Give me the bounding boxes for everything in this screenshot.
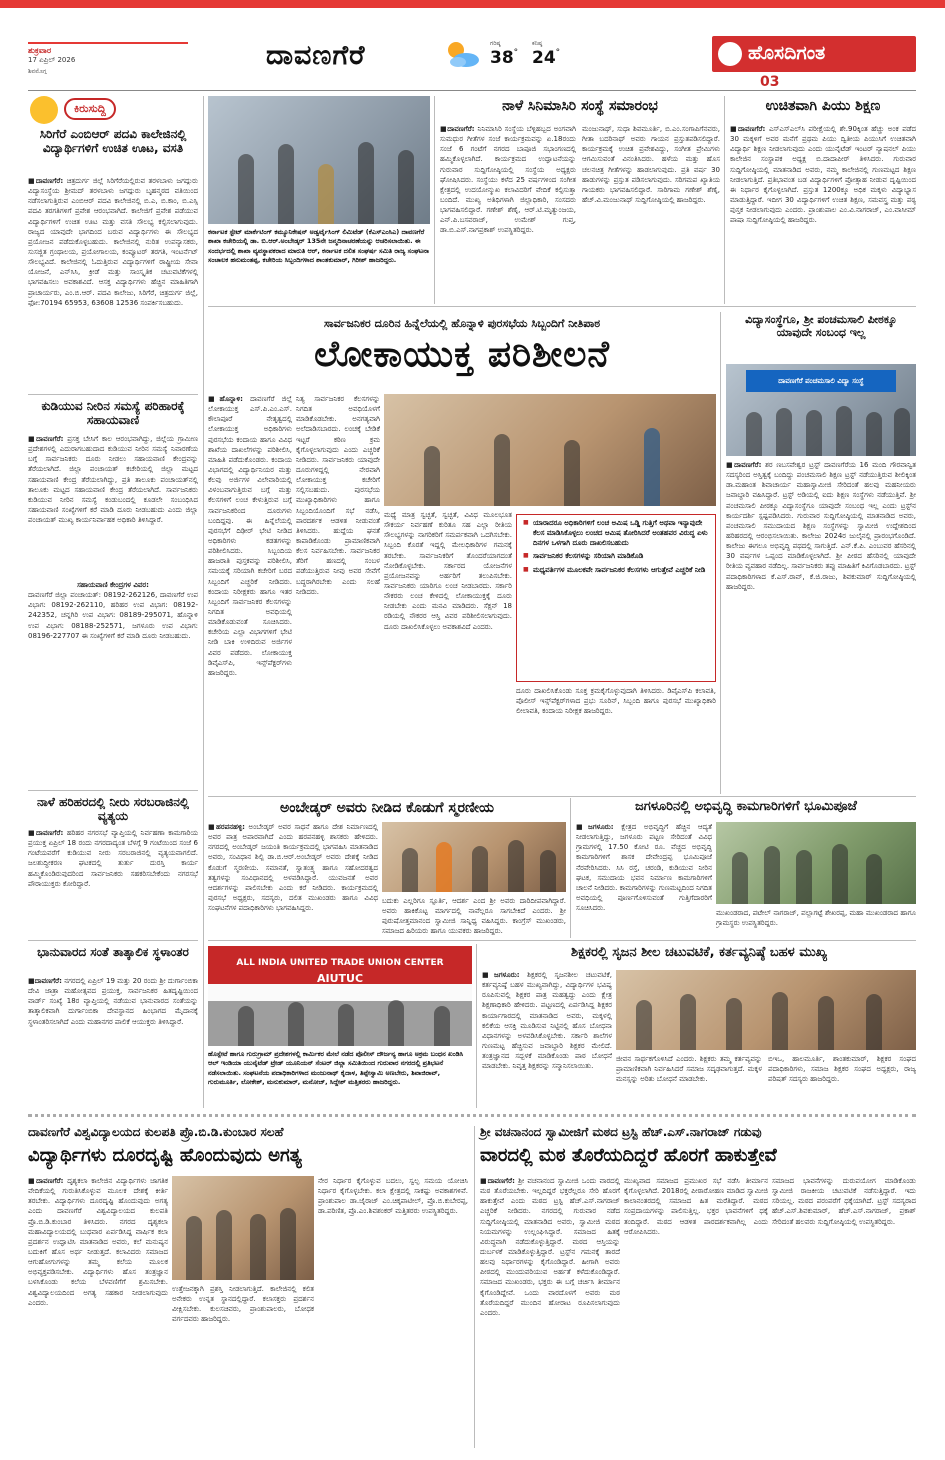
brand-name: ಹೊಸದಿಗಂತ: [748, 42, 826, 64]
pu-story-title: ಉಚಿತವಾಗಿ ಪಿಯು ಶಿಕ್ಷಣ: [765, 98, 881, 114]
divider: [208, 306, 916, 307]
story3-text: ಹರಿಹರ ನಗರಸಭೆ ವ್ಯಾಪ್ತಿಯಲ್ಲಿ ನಿರ್ವಹಣಾ ಕಾಮಗಾರಿಯ ಪ್ರಯುಕ್ತ ಏಪ್ರಿಲ್ 18 ರಂದು ನಗರದಾದ್ಯಂತ ಬೆಳಗ್ಗೆ 9 ಗಂಟೆಯಿಂದ ಸಂಜೆ 6 ಗಂಟೆಯವರೆಗೆ ಕುಡಿಯುವ ನೀರು ಸರಬರಾಜಿನಲ್ಲಿ ವ್ಯತ್ಯಯವಾಗಲಿದೆ. ಜಲಶುದ್ಧೀಕರಣ ಘಟಕದಲ್ಲಿ ತುರ್ತು ದುರಸ್ತಿ ಕಾರ್ಯ ಹಮ್ಮಿಕೊಂಡಿರುವುದರಿಂದ ಸಾರ್ವಜನಿಕರು ಸಹಕರಿಸಬೇಕೆಂದು ನಗರಸಭೆ ಪೌರಾಯುಕ್ತರು ಕೋರಿದ್ದಾರೆ.: [28, 829, 198, 888]
lead-text3: ಮಧ್ಯೆ ಮಾತ್ರ ಸ್ವಚ್ಛತೆ, ಸ್ವಚ್ಛತೆ, ವಿವಿಧ ಮೂಲಭೂತ ಸೌಕರ್ಯ ನಿರ್ವಹಣೆ ಕುರಿತೂ ಸಹ ಎಲ್ಲಾ ರೀತಿಯ ಸೌಲಭ್ಯಗಳನ್ನು ನಾಗರಿಕರಿಗೆ ಸಮರ್ಪಕವಾಗಿ ಒದಗಿಸಬೇಕು. ಸಿಬ್ಬಂದಿ ಕೊರತೆ ಇದ್ದಲ್ಲಿ ಮೇಲಧಿಕಾರಿಗಳ ಗಮನಕ್ಕೆ ತರಬೇಕು. ಸಾರ್ವಜನಿಕರಿಗೆ ತೊಂದರೆಯಾಗದಂತೆ ನೋಡಿಕೊಳ್ಳಬೇಕು. ಸರ್ಕಾರದ ಯೋಜನೆಗಳ ಪ್ರಯೋಜನವನ್ನು ಅರ್ಹರಿಗೆ ತಲುಪಿಸಬೇಕು. ಸಾರ್ವಜನಿಕರು ಯಾರಿಗೂ ಲಂಚ ನೀಡಬಾರದು. ಸರ್ಕಾರಿ ನೌಕರರು ಲಂಚ ಕೇಳಿದಲ್ಲಿ ಲೋಕಾಯುಕ್ತಕ್ಕೆ ದೂರು ನೀಡಬೇಕು ಎಂದು ಮನವಿ ಮಾಡಿದರು. ಸೆಕ್ಷನ್ 18 ರಡಿಯಲ್ಲಿ ನೌಕರರ ಆಸ್ತಿ ವಿವರ ಪರಿಶೀಲಿಸಲಾಗುವುದು. ದೂರು ದಾಖಲಿಸಿಕೊಳ್ಳಲು ಅವಕಾಶವಿದೆ ಎಂದರು.: [384, 511, 512, 631]
divider: [208, 940, 916, 941]
jagalur-body-2: [716, 908, 916, 936]
ambedkar-body-col2: [382, 896, 566, 936]
lead-body-col1: [208, 394, 292, 794]
column-rule: [434, 96, 435, 304]
aiutuc-short: AIUTUC: [316, 972, 364, 985]
swamiji-body-col2: [624, 1176, 768, 1448]
lead-body-col3: [384, 510, 512, 794]
ambedkar-jayanti-photo: [208, 96, 430, 224]
degree-mark: °: [555, 48, 561, 58]
univ-text3: ನೇರ ನಿರ್ಧಾರ ಕೈಗೊಳ್ಳುವ ಬದಲು, ಸ್ವಲ್ಪ ಸಮಯ ಯೋಚಿಸಿ ನಿರ್ಧಾರ ಕೈಗೊಳ್ಳಬೇಕು. ಕಲಾ ಕ್ಷೇತ್ರದಲ್ಲಿ ಸಾಕಷ್ಟು ಅವಕಾಶಗಳಿವೆ. ಪ್ರಾಂಶುಪಾಲ ಡಾ.ಜೈರಾಜ್ ಎಂ.ಚಿಕ್ಕಪಾಟೀಲ್, ಪ್ರೊ.ಬಿ.ಕುಬೇರಪ್ಪ, ಡಾ.ಪರಿಣಿತ, ಪ್ರೊ.ಎಂ.ಶಿವಶಂಕರ್ ಮತ್ತಿತರರು ಉಪಸ್ಥಿತರಿದ್ದರು.: [318, 1177, 468, 1216]
hand-icon: [30, 96, 58, 124]
highlight-item: ■ ಯಾರಾದರೂ ಅಧಿಕಾರಿಗಳಿಗೆ ಲಂಚ ಅಮಿಷ ಒಡ್ಡಿ ಗುತ್ತಿಗೆ ಅಥವಾ ಇನ್ಯಾವುದೇ ಕೆಲಸ ಮಾಡಿಸಿಕೊಳ್ಳಲು ಲಂಚದ ಆಮಿಷ ತೋರಿಸಿದರೆ ಅಂತಹವರ ವಿರುದ್ಧ ಏಳು ದಿನಗಳ ಒಳಗಾಗಿ ದೂರು ದಾಖಲಿಸಬಹುದು: [523, 519, 709, 548]
lead-body-col2: [296, 394, 380, 794]
aiutuc-caption: ಹೊಸ್ಪೇಟೆ ಹಾಗೂ ಗುರುಗ್ರಾಮ್ ಪ್ರದೇಶಗಳಲ್ಲಿ ಕಾರ್ಮಿಕರ ಮೇಲೆ ನಡೆದ ಪೊಲೀಸ್ ದೌರ್ಜನ್ಯ ಹಾಗೂ ಅಕ್ರಮ ಬಂಧನ ಖಂಡಿಸಿ ಆಲ್ ಇಂಡಿಯಾ ಯುನೈಟೆಡ್ ಟ್ರೇಡ್ ಯೂನಿಯನ್ ಸೆಂಟರ್ ಜಿಲ್ಲಾ ಸಮಿತಿಯಿಂದ ಗುರುವಾರ ನಗರದಲ್ಲಿ ಪ್ರತಿಭಟನೆ ನಡೆಸಲಾಯಿತು. ಸಂಘಟನೆಯ ಪದಾಧಿಕಾರಿಗಳಾದ ಮಂಜುನಾಥ್ ಕೈದಾಳ, ತಿಪ್ಪೇಸ್ವಾಮಿ ಅಣಬೇರು, ಶಿವಾಜಿರಾವ್, ಗುರುಮೂರ್ತಿ, ಲೋಕೇಶ್, ಮನುಕುಮಾರ್, ಮನೋಜ್, ಸಿದ್ದೇಶ್ ಮತ್ತಿತರರು ಹಾಜರಿದ್ದರು.: [208, 1050, 464, 1087]
min-temp: 24: [532, 48, 556, 68]
univ-text2: ಉತ್ತೇಜನಕ್ಕಾಗಿ ಪ್ರಶಸ್ತಿ ನೀಡಲಾಗುತ್ತಿದೆ. ಕಾಲೇಜಿನಲ್ಲಿ ಕಲಿತ ಅನೇಕರು ಉನ್ನತ ಸ್ಥಾನದಲ್ಲಿದ್ದಾರೆ. ಕಲಾಸಕ್ತರು ಪ್ರದರ್ಶನ ವೀಕ್ಷಿಸಬೇಕು. ಕುಲಸಚಿವರು, ಪ್ರಾಂಶುಪಾಲರು, ಬೋಧಕ ವರ್ಗದವರು ಹಾಜರಿದ್ದರು.: [172, 1285, 314, 1324]
lead-text2: ನಿತ್ಯ ಸಾರ್ವಜನಿಕರ ಕೆಲಸಗಳನ್ನು ನಿಗದಿತ ಅವಧಿಯೊಳಗೆ ಮಾಡಿಕೊಡಬೇಕು. ಅನಗತ್ಯವಾಗಿ ಅಲೆದಾಡಿಸಬಾರದು. ಲಂಚಕ್ಕೆ ಬೇಡಿಕೆ ಇಟ್ಟರೆ ಕಠಿಣ ಕ್ರಮ ಕೈಗೊಳ್ಳಲಾಗುವುದು ಎಂದು ಎಚ್ಚರಿಕೆ ನೀಡಿದರು. ಸಾರ್ವಜನಿಕರು ಯಾವುದೇ ದೂರುಗಳಿದ್ದಲ್ಲಿ ನೇರವಾಗಿ ಲೋಕಾಯುಕ್ತ ಕಚೇರಿಗೆ ಸಲ್ಲಿಸಬಹುದು. ಪುರಸಭೆಯ ಮುಖ್ಯಾಧಿಕಾರಿಗಳು ಹಾಗೂ ಸಿಬ್ಬಂದಿಯೊಂದಿಗೆ ಸಭೆ ನಡೆಸಿ, ಪಾರದರ್ಶಕ ಆಡಳಿತ ನೀಡುವಂತೆ ತಿಳಿಸಿದರು. ಹುದ್ದೆಯ ಘನತೆ ಕಾಪಾಡಿಕೊಂಡು ಪ್ರಾಮಾಣಿಕವಾಗಿ ಕೆಲಸ ನಿರ್ವಹಿಸಬೇಕು. ಸಾರ್ವಜನಿಕರ ತೆರಿಗೆ ಹಣದಲ್ಲಿ ಸಂಬಳ ಪಡೆಯುತ್ತಿರುವ ನೀವು ಅವರ ಸೇವೆಗೆ ಬದ್ಧರಾಗಿರಬೇಕು ಎಂದು ಸಲಹೆ ನೀಡಿದರು.: [296, 395, 380, 596]
cinema-text1: ನಿನಿಮಾಸಿರಿ ಸಂಸ್ಥೆಯ ಬೆಳ್ಳಿಹಬ್ಬದ ಅಂಗವಾಗಿ ಸುಮಧುರ ಗೀತೆಗಳ ಸಂಜೆ ಕಾರ್ಯಕ್ರಮವನ್ನು ಏ.18ರಂದು ಸಂಜೆ 6 ಗಂಟೆಗೆ ನಗರದ ಬಾಪೂಜಿ ಸಭಾಂಗಣದಲ್ಲಿ ಹಮ್ಮಿಕೊಳ್ಳಲಾಗಿದೆ. ಕಾರ್ಯಕ್ರಮದ ಉದ್ಘಾಟನೆಯನ್ನು ಗುರುವಾರ ಸುದ್ದಿಗೋಷ್ಠಿಯಲ್ಲಿ ಸಂಸ್ಥೆಯ ಅಧ್ಯಕ್ಷರು ಘೋಷಿಸಿದರು. ಸಂಸ್ಥೆಯು ಕಳೆದ 25 ವರ್ಷಗಳಿಂದ ಸಂಗೀತ ಕ್ಷೇತ್ರದಲ್ಲಿ ಉದಯೋನ್ಮುಖ ಕಲಾವಿದರಿಗೆ ವೇದಿಕೆ ಕಲ್ಪಿಸುತ್ತಾ ಬಂದಿದೆ. ಮುಖ್ಯ ಅತಿಥಿಗಳಾಗಿ ಜಿಲ್ಲಾಧಿಕಾರಿ, ಸಂಸದರು ಭಾಗವಹಿಸಲಿದ್ದಾರೆ. ಗಣೇಶ್ ಶೆಣೈ, ಆರ್.ಟಿ.ಮೃತ್ಯುಂಜಯ, ಎನ್.ಪಿ.ಬಸವರಾಜ್, ಉಮೇಶ್ ಗುಪ್ತ, ಡಾ.ಬಿ.ಎಸ್.ನಾಗಪ್ರಕಾಶ್ ಉಪಸ್ಥಿತರಿದ್ದರು.: [440, 125, 576, 235]
divider: [208, 796, 916, 797]
univ-body-col3: [318, 1176, 468, 1448]
highlight-item: ■ ಸಾರ್ವಜನಿಕರ ಕೆಲಸಗಳನ್ನು ಸರಿಯಾಗಿ ಮಾಡಿಕೊಡಿ: [523, 552, 709, 562]
degree-mark: °: [513, 48, 519, 58]
column-rule: [720, 312, 721, 794]
helpline-block: [28, 580, 198, 786]
swamiji-title: ವಾರದಲ್ಲಿ ಮಠ ತೊರೆಯದಿದ್ದರೆ ಹೊರಗೆ ಹಾಕುತ್ತೇವೆ: [480, 1145, 777, 1166]
lead-highlights: [516, 514, 716, 682]
min-temp-label: ಕನಿಷ್ಠ: [532, 40, 543, 47]
univ-text: ದೃಶ್ಯಕಲಾ ಕಾಲೇಜಿನ ವಿದ್ಯಾರ್ಥಿಗಳು ಜಾಗತಿಕ ವೇದಿಕೆಯಲ್ಲಿ ಗುರುತಿಸಿಕೊಳ್ಳುವ ಮೂಲಕ ದೇಶಕ್ಕೆ ಕೀರ್ತಿ ತರಬೇಕು. ವಿದ್ಯಾರ್ಥಿಗಳು ದೂರದೃಷ್ಟಿ ಹೊಂದುವುದು ಅಗತ್ಯ ಎಂದು ದಾವಣಗೆರೆ ವಿಶ್ವವಿದ್ಯಾಲಯದ ಕುಲಪತಿ ಪ್ರೊ.ಬಿ.ಡಿ.ಕುಂಬಾರ ತಿಳಿಸಿದರು. ನಗರದ ದೃಶ್ಯಕಲಾ ಮಹಾವಿದ್ಯಾಲಯದಲ್ಲಿ ಬುಧವಾರ ಏರ್ಪಡಿಸಿದ್ದ ವಾರ್ಷಿಕ ಕಲಾ ಪ್ರದರ್ಶನ ಉದ್ಘಾಟಿಸಿ ಮಾತನಾಡಿದ ಅವರು, ಕಲೆ ಮನುಷ್ಯನ ಬದುಕಿಗೆ ಹೊಸ ಅರ್ಥ ನೀಡುತ್ತದೆ. ಕಲಾವಿದರು ಸಮಾಜದ ಆಗುಹೋಗುಗಳನ್ನು ತಮ್ಮ ಕಲೆಯ ಮೂಲಕ ಅಭಿವ್ಯಕ್ತಪಡಿಸಬೇಕು. ವಿದ್ಯಾರ್ಥಿಗಳು ಹೊಸ ತಂತ್ರಜ್ಞಾನ ಬಳಸಿಕೊಂಡು ಕಲೆಯ ಬೆಳವಣಿಗೆಗೆ ಶ್ರಮಿಸಬೇಕು. ವಿಶ್ವವಿದ್ಯಾಲಯದಿಂದ ಅಗತ್ಯ ಸಹಕಾರ ನೀಡಲಾಗುವುದು ಎಂದರು.: [28, 1177, 168, 1307]
teacher-body: [482, 970, 612, 1108]
swamiji-body-col3: [772, 1176, 916, 1448]
helpline-text: ದಾವಣಗೆರೆ ಜಿಲ್ಲಾ ಪಂಚಾಯತ್: 08192-262126, ದಾವಣಗೆರೆ ಉಪ ವಿಭಾಗ: 08192-262110, ಹರಿಹರ ಉಪ ವಿಭಾಗ: 08192-242352, ಚನ್ನಗಿರಿ ಉಪ ವಿಭಾಗ: 08189-295071, ಹೊನ್ನಾಳಿ ಉಪ ವಿಭಾಗ: 08188-252571, ಜಗಳೂರು ಉಪ ವಿಭಾಗ: 08196-227707 ಈ ಸಂಖ್ಯೆಗಳಿಗೆ ಕರೆ ಮಾಡಿ ದೂರು ನೀಡಬಹುದು.: [28, 591, 198, 640]
story3-title: ನಾಳೆ ಹರಿಹರದಲ್ಲಿ ನೀರು ಸರಬರಾಜಿನಲ್ಲಿ ವ್ಯತ್ಯಯ: [36, 795, 190, 823]
ambedkar-dateline: ■ಹರಪನಹಳ್ಳಿ:: [208, 823, 245, 831]
divider: [28, 940, 198, 941]
swamiji-kicker: ಶ್ರೀ ವಚನಾನಂದ ಸ್ವಾಮೀಜಿಗೆ ಮಠದ ಟ್ರಸ್ಟಿ ಹೆಚ್.ಎಸ್.ನಾಗರಾಜ್ ಗಡುವು: [480, 1125, 762, 1139]
teacher-story-title: ಶಿಕ್ಷಕರಲ್ಲಿ ಸೃಜನ ಶೀಲ ಚಟುವಟಿಕೆ, ಕರ್ತವ್ಯನಿಷ್ಠೆ ಬಹಳ ಮುಖ್ಯ: [570, 945, 828, 960]
panchamasali-title: ವಿದ್ಯಾಸಂಸ್ಥೆಗೂ, ಶ್ರೀ ಪಂಚಮಸಾಲಿ ಪೀಠಕ್ಕೂ ಯಾವುದೇ ಸಂಬಂಧ ಇಲ್ಲ: [745, 313, 897, 339]
ambedkar-text: ಅಂಬೇಡ್ಕರ್ ಅವರ ಸಾಧನೆ ಹಾಗೂ ದೇಶ ನಿರ್ಮಾಣದಲ್ಲಿ ಅವರ ಪಾತ್ರ ಅಪಾರವಾಗಿದೆ ಎಂದು ಹರಪನಹಳ್ಳಿ ಶಾಸಕರು ಹೇಳಿದರು. ನಗರದಲ್ಲಿ ಅಂಬೇಡ್ಕರ್ ಜಯಂತಿ ಕಾರ್ಯಕ್ರಮದಲ್ಲಿ ಭಾಗವಹಿಸಿ ಮಾತನಾಡಿದ ಅವರು, ಸಂವಿಧಾನ ಶಿಲ್ಪಿ ಡಾ.ಬಿ.ಆರ್.ಅಂಬೇಡ್ಕರ್ ಅವರು ದೇಶಕ್ಕೆ ನೀಡಿದ ಕೊಡುಗೆ ಸ್ಮರಣೀಯ. ಸಮಾನತೆ, ಸ್ವಾತಂತ್ರ್ಯ ಹಾಗೂ ಸಹೋದರತ್ವದ ತತ್ವಗಳನ್ನು ಸಂವಿಧಾನದಲ್ಲಿ ಅಳವಡಿಸಿದ್ದಾರೆ. ಯುವಜನತೆ ಅವರ ಆದರ್ಶಗಳನ್ನು ಪಾಲಿಸಬೇಕು ಎಂದು ಕರೆ ನೀಡಿದರು. ಕಾರ್ಯಕ್ರಮದಲ್ಲಿ ಪುರಸಭೆ ಅಧ್ಯಕ್ಷರು, ಸದಸ್ಯರು, ದಲಿತ ಮುಖಂಡರು ಹಾಗೂ ವಿವಿಧ ಸಂಘಟನೆಗಳ ಪದಾಧಿಕಾರಿಗಳು ಭಾಗವಹಿಸಿದ್ದರು.: [208, 823, 378, 913]
pu-story-body: [730, 124, 916, 304]
lead-dateline: ■ಹೊನ್ನಾಳಿ:: [208, 395, 243, 403]
panchamasali-dateline: ■ದಾವಣಗೆರೆ:: [726, 461, 762, 469]
story2-dateline: ■ದಾವಣಗೆರೆ:: [28, 435, 64, 443]
univ-body-col1: [28, 1176, 168, 1448]
date-label: 17 ಏಪ್ರಿಲ್ 2026: [28, 56, 76, 64]
ambedkar-text2: ಬದುಕು ಎಲ್ಲರಿಗೂ ಸ್ಪೂರ್ತಿ, ಆದರ್ಶ ಎಂದ ಶ್ರೀ ಅವರು ದಾರಿದೀಪವಾಗಿದ್ದಾರೆ. ಅವರು ಹಾಕಿಕೊಟ್ಟ ಮಾರ್ಗದಲ್ಲಿ ನಾವೆಲ್ಲರೂ ಸಾಗಬೇಕಿದೆ ಎಂದರು. ಶ್ರೀ ಪುರುಷೋತ್ತಮಾನಂದ ಸ್ವಾಮೀಜಿ ಸಾನ್ನಿಧ್ಯ ವಹಿಸಿದ್ದರು. ಕಾಂಗ್ರೆಸ್ ಮುಖಂಡರು, ಸಮಾಜದ ಹಿರಿಯರು ಹಾಗೂ ಯುವಕರು ಹಾಜರಿದ್ದರು.: [382, 897, 566, 936]
max-temp: 38: [490, 48, 514, 68]
story3-dateline: ■ದಾವಣಗೆರೆ:: [28, 829, 64, 837]
top-accent-bar: [0, 0, 945, 8]
column-rule: [570, 798, 571, 938]
story1-title: ಸಿರಿಗೆರೆ ಎಂಬಿಆರ್ ಪದವಿ ಕಾಲೇಜಿನಲ್ಲಿ ವಿದ್ಯಾರ್ಥಿಗಳಿಗೆ ಉಚಿತ ಊಟ, ವಸತಿ: [39, 127, 187, 155]
univ-kicker: ದಾವಣಗೆರೆ ವಿಶ್ವವಿದ್ಯಾಲಯದ ಕುಲಪತಿ ಪ್ರೊ.ಬಿ.ಡಿ.ಕುಂಬಾರ ಸಲಹೆ: [28, 1125, 284, 1139]
swamiji-body-col1: [480, 1176, 620, 1448]
teacher-text2: ಜೀವನ ಸಾರ್ಥಕಗೊಳಿಸಿದೆ ಎಂದರು. ಶಿಕ್ಷಕರು ತಮ್ಮ ಕರ್ತವ್ಯವನ್ನು ಪ್ರಾಮಾಣಿಕವಾಗಿ ನಿರ್ವಹಿಸಿದರೆ ಸಮಾಜ ಸದೃಢವಾಗುತ್ತದೆ. ಮಕ್ಕಳ ಮನಸ್ಸನ್ನು ಅರಿತು ಬೋಧನೆ ಮಾಡಬೇಕು.: [616, 1055, 762, 1084]
lead-text4: ದೂರು ದಾಖಲಿಸಿಕೊಂಡು ಸೂಕ್ತ ಕ್ರಮಕೈಗೊಳ್ಳುವುದಾಗಿ ತಿಳಿಸಿದರು. ಡಿವೈಎಸ್‌ಪಿ ಕಲಾವತಿ, ಪೊಲೀಸ್ ಇನ್ಸ್‌ಪೆಕ್ಟರ್‌ಗಳಾದ ಪ್ರಭು ಸೂರಿನ್, ಸಿಬ್ಬಂದಿ ಹಾಗೂ ಪುರಸಭೆ ಮುಖ್ಯಾಧಿಕಾರಿ ಲೀಲಾವತಿ, ಕಂದಾಯ ನಿರೀಕ್ಷಕ ಹಾಜರಿದ್ದರು.: [516, 687, 716, 716]
ambedkar-jayanti-caption: ಕರ್ನಾಟಕ ಸ್ಟೇಟ್ ಮಾರ್ಕೆಟಿಂಗ್ ಕಮ್ಯೂನಿಕೇಷನ್ ಅಡ್ವರ್ಟೈಸಿಂಗ್ ಲಿಮಿಟೆಡ್ (ಕೆಎಸ್‌ಎಂಸಿಎ) ದಾವಣಗೆರೆ ಶಾಖಾ ಕಚೇರಿಯಲ್ಲಿ ಡಾ. ಬಿ.ಆರ್.ಅಂಬೇಡ್ಕರ್ 135ನೇ ಜನ್ಮದಿನಾಚರಣೆಯನ್ನು ಆಚರಿಸಲಾಯಿತು. ಈ ಸಂದರ್ಭದಲ್ಲಿ ಶಾಖಾ ವ್ಯವಸ್ಥಾಪಕರಾದ ಮಾರುತಿ ಆರ್, ಕರ್ನಾಟಕ ದಲಿತ ಸಂಘರ್ಷ ಸಮಿತಿ ರಾಜ್ಯ ಸಂಘಟನಾ ಸಂಚಾಲಕ ಹನುಮಂತಪ್ಪ, ಕಚೇರಿಯ ಸಿಬ್ಬಂದಿಗಳಾದ ಶಾಂತಕುಮಾರ್, ಗಿರೀಶ್ ಹಾಜರಿದ್ದರು.: [208, 228, 429, 265]
masthead-dateline: [28, 42, 188, 75]
highlight-item: ■ ಮಧ್ಯವರ್ತಿಗಳ ಮೂಲಕವೇ ಸಾರ್ವಜನಿಕರ ಕೆಲಸಗಳು ಆಗುತ್ತೇವೆ ಎಚ್ಚರಿಕೆ ನೀಡಿ: [523, 566, 709, 576]
story3-body: [28, 828, 198, 938]
brand-emblem-icon: [718, 42, 742, 66]
column-rule: [476, 944, 477, 1108]
ambedkar-body-col1: [208, 822, 378, 936]
swamiji-text: ಶ್ರೀ ವಚನಾನಂದ ಸ್ವಾಮೀಜಿ ಒಂದು ವಾರದಲ್ಲಿ ಮಠ ತೊರೆಯಬೇಕು. ಇಲ್ಲದಿದ್ದರೆ ಭಕ್ತರೆಲ್ಲರೂ ಸೇರಿ ಹೊರಗೆ ಹಾಕುತ್ತೇವೆ ಎಂದು ಮಠದ ಟ್ರಸ್ಟಿ ಹೆಚ್.ಎಸ್.ನಾಗರಾಜ್ ಎಚ್ಚರಿಕೆ ನೀಡಿದರು. ನಗರದಲ್ಲಿ ಗುರುವಾರ ನಡೆದ ಸುದ್ದಿಗೋಷ್ಠಿಯಲ್ಲಿ ಮಾತನಾಡಿದ ಅವರು, ಸ್ವಾಮೀಜಿ ಮಠದ ನಿಯಮಗಳನ್ನು ಉಲ್ಲಂಘಿಸಿದ್ದಾರೆ. ಸಮಾಜದ ಹಿತಕ್ಕೆ ವಿರುದ್ಧವಾಗಿ ನಡೆದುಕೊಳ್ಳುತ್ತಿದ್ದಾರೆ. ಮಠದ ಆಸ್ತಿಯನ್ನು ದುರ್ಬಳಕೆ ಮಾಡಿಕೊಳ್ಳುತ್ತಿದ್ದಾರೆ. ಟ್ರಸ್ಟ್‌ನ ಗಮನಕ್ಕೆ ತಾರದೆ ಹಲವು ನಿರ್ಧಾರಗಳನ್ನು ಕೈಗೊಂಡಿದ್ದಾರೆ. ಹೀಗಾಗಿ ಅವರು ಪೀಠದಲ್ಲಿ ಮುಂದುವರಿಯುವ ಅರ್ಹತೆ ಕಳೆದುಕೊಂಡಿದ್ದಾರೆ. ಸಮಾಜದ ಮುಖಂಡರು, ಭಕ್ತರು ಈ ಬಗ್ಗೆ ಚರ್ಚಿಸಿ ತೀರ್ಮಾನ ಕೈಗೊಂಡಿದ್ದೇವೆ. ಒಂದು ವಾರದೊಳಗೆ ಅವರು ಮಠ ತೊರೆಯದಿದ್ದರೆ ಮುಂದಿನ ಹೋರಾಟ ರೂಪಿಸಲಾಗುವುದು ಎಂದರು.: [480, 1177, 620, 1317]
teacher-body-3: [768, 1054, 916, 1108]
univ-dateline: ■ದಾವಣಗೆರೆ:: [28, 1177, 64, 1185]
ambedkar-story-title: ಅಂಬೇಡ್ಕರ್ ಅವರು ನೀಡಿದ ಕೊಡುಗೆ ಸ್ಮರಣೀಯ: [280, 800, 494, 816]
kirusuddi-label: ಕಿರುಸುದ್ದಿ: [64, 98, 116, 120]
masthead-divider: [28, 90, 916, 91]
section-dots: [28, 1114, 916, 1120]
story4-title: ಭಾನುವಾರದ ಸಂತೆ ತಾತ್ಕಾಲಿಕ ಸ್ಥಳಾಂತರ: [37, 945, 189, 959]
cinema-story-col1: [440, 124, 576, 304]
univ-title: ವಿದ್ಯಾರ್ಥಿಗಳು ದೂರದೃಷ್ಟಿ ಹೊಂದುವುದು ಅಗತ್ಯ: [28, 1145, 302, 1166]
cinema-text2: ಮಂಜುನಾಥ್, ಸುಧಾ ಶಿವಮೂರ್ತಿ, ಬಿ.ಎಂ.ಸಂಗಾಪಿಗೆನವರು, ಗೀತಾ ಬದರಿನಾಥ್ ಅವರು ಗಾಯನ ಪ್ರಸ್ತುತಪಡಿಸಲಿದ್ದಾರೆ. ಕಾರ್ಯಕ್ರಮಕ್ಕೆ ಉಚಿತ ಪ್ರವೇಶವಿದ್ದು, ಸಂಗೀತ ಪ್ರೇಮಿಗಳು ಆಗಮಿಸುವಂತೆ ವಿನಂತಿಸಿದರು. ಹಳೆಯ ಮತ್ತು ಹೊಸ ಚಲನಚಿತ್ರ ಗೀತೆಗಳನ್ನು ಹಾಡಲಾಗುವುದು. ಪ್ರತಿ ವರ್ಷ 30 ಹಾಡುಗಳನ್ನು ಪ್ರಸ್ತುತ ಪಡಿಸಲಾಗುವುದು. ಸರಿಗಮಪ ಖ್ಯಾತಿಯ ಗಾಯಕರು ಭಾಗವಹಿಸಲಿದ್ದಾರೆ. ಸಾರಿಗಾಮ ಗಣೇಶ್ ಶೆಣೈ, ಹೆಚ್.ವಿ.ಮಂಜುನಾಥ್ ಸುದ್ದಿಗೋಷ್ಠಿಯಲ್ಲಿ ಹಾಜರಿದ್ದರು.: [582, 125, 720, 204]
jagalur-text: ಕ್ಷೇತ್ರದ ಅಭಿವೃದ್ಧಿಗೆ ಹೆಚ್ಚಿನ ಆದ್ಯತೆ ನೀಡಲಾಗುತ್ತಿದ್ದು, ಜಗಳೂರು ಪಟ್ಟಣ ಸೇರಿದಂತೆ ವಿವಿಧ ಗ್ರಾಮಗಳಲ್ಲಿ 17.50 ಕೋಟಿ ರೂ. ವೆಚ್ಚದ ಅಭಿವೃದ್ಧಿ ಕಾಮಗಾರಿಗಳಿಗೆ ಶಾಸಕ ದೇವೇಂದ್ರಪ್ಪ ಭೂಮಿಪೂಜೆ ನೆರವೇರಿಸಿದರು. ಸಿಸಿ ರಸ್ತೆ, ಚರಂಡಿ, ಕುಡಿಯುವ ನೀರಿನ ಘಟಕ, ಸಮುದಾಯ ಭವನ ನಿರ್ಮಾಣ ಕಾಮಗಾರಿಗಳಿಗೆ ಚಾಲನೆ ನೀಡಿದರು. ಕಾಮಗಾರಿಗಳನ್ನು ಗುಣಮಟ್ಟದಿಂದ ನಿಗದಿತ ಅವಧಿಯಲ್ಲಿ ಪೂರ್ಣಗೊಳಿಸುವಂತೆ ಗುತ್ತಿಗೆದಾರರಿಗೆ ಸೂಚಿಸಿದರು.: [576, 823, 712, 913]
story1-text: ಚಿತ್ರದುರ್ಗ ಜಿಲ್ಲೆ ಸಿರಿಗೆರೆಯಲ್ಲಿರುವ ತರಳಬಾಳು ಜಗದ್ಗುರು ವಿದ್ಯಾಸಂಸ್ಥೆಯ ಶ್ರೀಮದ್ ತರಳಬಾಳು ಜಗದ್ಗುರು ಬೃಹನ್ಮಠದ ವತಿಯಿಂದ ನಡೆಸಲಾಗುತ್ತಿರುವ ಎಂಬಿಆರ್ ಪದವಿ ಕಾಲೇಜಿನಲ್ಲಿ ಬಿ.ಎ, ಬಿ.ಕಾಂ, ಬಿ.ಎಸ್ಸಿ ಪದವಿ ತರಗತಿಗಳಿಗೆ ಪ್ರವೇಶ ಆರಂಭವಾಗಿದೆ. ಕಾಲೇಜಿಗೆ ಪ್ರವೇಶ ಪಡೆಯುವ ವಿದ್ಯಾರ್ಥಿಗಳಿಗೆ ಉಚಿತ ಊಟ ಮತ್ತು ವಸತಿ ಸೌಲಭ್ಯ ಕಲ್ಪಿಸಲಾಗುವುದು. ರಾಜ್ಯದ ಯಾವುದೇ ಭಾಗದಿಂದ ಬರುವ ವಿದ್ಯಾರ್ಥಿಗಳು ಈ ಸೌಲಭ್ಯದ ಪ್ರಯೋಜನ ಪಡೆದುಕೊಳ್ಳಬಹುದು. ಕಾಲೇಜಿನಲ್ಲಿ ನುರಿತ ಉಪನ್ಯಾಸಕರು, ಸುಸಜ್ಜಿತ ಗ್ರಂಥಾಲಯ, ಪ್ರಯೋಗಾಲಯ, ಕಂಪ್ಯೂಟರ್ ತರಗತಿ, ಇಂಟರ್ನೆಟ್ ಸೌಲಭ್ಯವಿದೆ. ಕಾಲೇಜಿನಲ್ಲಿ ಓದುತ್ತಿರುವ ವಿದ್ಯಾರ್ಥಿಗಳಿಗೆ ರಾಷ್ಟ್ರೀಯ ಸೇವಾ ಯೋಜನೆ, ಎನ್‌ಸಿಸಿ, ಕ್ರೀಡೆ ಮತ್ತು ಸಾಂಸ್ಕೃತಿಕ ಚಟುವಟಿಕೆಗಳಲ್ಲಿ ಭಾಗವಹಿಸಲು ಅವಕಾಶವಿದೆ. ಆಸಕ್ತ ವಿದ್ಯಾರ್ಥಿಗಳು ಹೆಚ್ಚಿನ ಮಾಹಿತಿಗಾಗಿ ಪ್ರಾಚಾರ್ಯರು, ಎಂ.ಬಿ.ಆರ್. ಪದವಿ ಕಾಲೇಜು, ಸಿರಿಗೆರೆ, ಚಿತ್ರದುರ್ಗ ಜಿಲ್ಲೆ, ಫೋ:70194 65953, 63608 12536 ಸಂಪರ್ಕಿಸಬಹುದು.: [28, 177, 198, 307]
jagalur-story-title: ಜಗಳೂರಿನಲ್ಲಿ ಅಭಿವೃದ್ಧಿ ಕಾಮಗಾರಿಗಳಿಗೆ ಭೂಮಿಪೂಜೆ: [635, 799, 857, 814]
swamiji-dateline: ■ದಾವಣಗೆರೆ:: [480, 1177, 515, 1185]
story1-body: [28, 176, 198, 390]
story4-text: ನಗರದಲ್ಲಿ ಏಪ್ರಿಲ್ 19 ಮತ್ತು 20 ರಂದು ಶ್ರೀ ದುರ್ಗಾಂಬಿಕಾ ದೇವಿ ಜಾತ್ರಾ ಮಹೋತ್ಸವದ ಪ್ರಯುಕ್ತ, ಸಾರ್ವಜನಿಕರ ಹಿತದೃಷ್ಟಿಯಿಂದ ವಾರ್ಡ್ ಸಂಖ್ಯೆ 18ರ ವ್ಯಾಪ್ತಿಯಲ್ಲಿ ನಡೆಯುವ ಭಾನುವಾರದ ಸಂತೆಯನ್ನು ತಾತ್ಕಾಲಿಕವಾಗಿ ದುರ್ಗಾಂಬಿಕಾ ದೇವಸ್ಥಾನದ ಹಿಂಭಾಗದ ಮೈದಾನಕ್ಕೆ ಸ್ಥಳಾಂತರಿಸಲಾಗಿದೆ ಎಂದು ಮಹಾನಗರ ಪಾಲಿಕೆ ಆಯುಕ್ತರು ತಿಳಿಸಿದ್ದಾರೆ.: [28, 977, 198, 1026]
weather-min: [532, 40, 570, 74]
max-temp-label: ಗರಿಷ್ಠ: [490, 40, 501, 47]
swamiji-text3: ಸಮಾಜದ ಭಾವನೆಗಳನ್ನು ದುರುಪಯೋಗ ಮಾಡಿಕೊಂಡು ಸ್ವಾಮೀಜಿ ರಾಜಕೀಯ ಚಟುವಟಿಕೆ ನಡೆಸುತ್ತಿದ್ದಾರೆ. ಇದು ಸರಿಯಲ್ಲ. ಮಠದ ಪರಂಪರೆಗೆ ಧಕ್ಕೆಯಾಗಿದೆ. ಟ್ರಸ್ಟ್ ಸದಸ್ಯರಾದ ಹೆಚ್.ಎಸ್.ಶಿವಕುಮಾರ್, ಹೆಚ್.ಎಸ್.ನಾಗರಾಜ್, ಪ್ರಕಾಶ್ ಸೇರಿದಂತೆ ಹಲವರು ಸುದ್ದಿಗೋಷ್ಠಿಯಲ್ಲಿ ಉಪಸ್ಥಿತರಿದ್ದರು.: [772, 1177, 916, 1226]
brand-logo: [712, 36, 916, 72]
lead-title: ಲೋಕಾಯುಕ್ತ ಪರಿಶೀಲನೆ: [314, 334, 610, 375]
aiutuc-banner: ALL INDIA UNITED TRADE UNION CENTER: [236, 958, 444, 968]
teacher-text: ಶಿಕ್ಷಕರಲ್ಲಿ ಸೃಜನಶೀಲ ಚಟುವಟಿಕೆ, ಕರ್ತವ್ಯನಿಷ್ಠೆ ಬಹಳ ಮುಖ್ಯವಾಗಿದ್ದು, ವಿದ್ಯಾರ್ಥಿಗಳ ಭವಿಷ್ಯ ರೂಪಿಸುವಲ್ಲಿ ಶಿಕ್ಷಕರ ಪಾತ್ರ ಮಹತ್ವದ್ದು ಎಂದು ಕ್ಷೇತ್ರ ಶಿಕ್ಷಣಾಧಿಕಾರಿ ಹೇಳಿದರು. ಪಟ್ಟಣದಲ್ಲಿ ಏರ್ಪಡಿಸಿದ್ದ ಶಿಕ್ಷಕರ ಕಾರ್ಯಾಗಾರದಲ್ಲಿ ಮಾತನಾಡಿದ ಅವರು, ಮಕ್ಕಳಲ್ಲಿ ಕಲಿಕೆಯ ಆಸಕ್ತಿ ಮೂಡಿಸುವ ನಿಟ್ಟಿನಲ್ಲಿ ಹೊಸ ಬೋಧನಾ ವಿಧಾನಗಳನ್ನು ಅಳವಡಿಸಿಕೊಳ್ಳಬೇಕು. ಸರ್ಕಾರಿ ಶಾಲೆಗಳ ಗುಣಮಟ್ಟ ಹೆಚ್ಚಿಸುವ ಜವಾಬ್ದಾರಿ ಶಿಕ್ಷಕರ ಮೇಲಿದೆ. ತಂತ್ರಜ್ಞಾನದ ಸದ್ಬಳಕೆ ಮಾಡಿಕೊಂಡು ಪಾಠ ಬೋಧನೆ ಮಾಡಬೇಕು. ನಿವೃತ್ತ ಶಿಕ್ಷಕರನ್ನು ಸನ್ಮಾನಿಸಲಾಯಿತು.: [482, 971, 612, 1071]
story2-title: ಕುಡಿಯುವ ನೀರಿನ ಸಮಸ್ಯೆ ಪರಿಹಾರಕ್ಕೆ ಸಹಾಯವಾಣಿ: [41, 399, 185, 427]
story2-body: [28, 434, 198, 578]
divider: [28, 394, 198, 395]
teacher-workshop-photo: [616, 970, 916, 1050]
page-number: 03: [760, 74, 780, 90]
weather-max: [490, 40, 528, 74]
jagalur-body: [576, 822, 712, 936]
cinema-story-title: ನಾಳೆ ಸಿನಿಮಾಸಿರಿ ಸಂಸ್ಥೆ ಸಮಾರಂಭ: [502, 98, 658, 114]
teacher-body-2: [616, 1054, 762, 1108]
art-exhibition-photo: [172, 1176, 314, 1280]
lokayukta-inspection-photo: [384, 394, 716, 506]
aiutuc-protest-photo: [208, 946, 472, 1046]
teacher-dateline: ■ಜಗಳೂರು:: [482, 971, 520, 979]
cinema-dateline: ■ದಾವಣಗೆರೆ:: [440, 125, 475, 133]
swamiji-text2: ಮುಖ್ಯವಾದ ಸಮಾಜದ ಪ್ರಮುಖರ ಸಭೆ ನಡೆಸಿ ತೀರ್ಮಾನ ಕೈಗೊಳ್ಳಲಾಗಿದೆ. 2018ರಲ್ಲಿ ಪೀಠಾರೋಹಣ ಮಾಡಿದ ಸ್ವಾಮೀಜಿ ಕಾಲಾನಂತರದಲ್ಲಿ ಸಮಾಜದ ಹಿತ ಮರೆತಿದ್ದಾರೆ. ಮಠದ ಸಂಪ್ರದಾಯಗಳನ್ನು ಪಾಲಿಸುತ್ತಿಲ್ಲ. ಭಕ್ತರ ಭಾವನೆಗಳಿಗೆ ಧಕ್ಕೆ ತಂದಿದ್ದಾರೆ. ಮಠದ ಆಡಳಿತ ಪಾರದರ್ಶಕವಾಗಿಲ್ಲ ಎಂದು ಆರೋಪಿಸಿದರು.: [624, 1177, 768, 1236]
bhoomipooje-photo: [716, 822, 916, 904]
divider: [28, 790, 198, 791]
story4-body: [28, 976, 198, 1104]
lead-text1: ದಾವಣಗೆರೆ ಜಿಲ್ಲೆ ಲೋಕಾಯುಕ್ತ ಎಸ್.ಪಿ.ಎಂ.ಎಸ್. ಕೌಲಾಪೂರೆ ನೇತೃತ್ವದಲ್ಲಿ ಲೋಕಾಯುಕ್ತ ಅಧಿಕಾರಿಗಳು ಪುರಸಭೆಯ ಕಂದಾಯ ಹಾಗೂ ವಿವಿಧ ಶಾಖೆಯ ದಾಖಲೆಗಳನ್ನು ಪರಿಶೀಲಿಸಿ, ಮಾಹಿತಿ ಪಡೆದುಕೊಂಡರು. ಕಂದಾಯ ವಿಭಾಗದಲ್ಲಿ ವಿದ್ಯಾರ್ಥಿನಿಯರ ಮತ್ತು ಕೆಲವು ಅರ್ಜಿಗಳ ವಿಲೇವಾರಿಯಲ್ಲಿ ವಿಳಂಬವಾಗುತ್ತಿರುವ ಬಗ್ಗೆ ಮತ್ತು ಕೆಲಸಗಳಿಗೆ ಲಂಚ ಕೇಳುತ್ತಿರುವ ಬಗ್ಗೆ ಸಾರ್ವಜನಿಕರಿಂದ ದೂರುಗಳು ಬಂದಿದ್ದವು. ಈ ಹಿನ್ನೆಲೆಯಲ್ಲಿ ಪುರಸಭೆಗೆ ದಿಢೀರ್ ಭೇಟಿ ನೀಡಿದ ಅಧಿಕಾರಿಗಳು ಕಡತಗಳನ್ನು ಪರಿಶೀಲಿಸಿದರು. ಸಿಬ್ಬಂದಿಯ ಹಾಜರಾತಿ ಪುಸ್ತಕವನ್ನು ಪರಿಶೀಲಿಸಿ, ಸಮಯಕ್ಕೆ ಸರಿಯಾಗಿ ಕಚೇರಿಗೆ ಬರದ ಸಿಬ್ಬಂದಿಗೆ ಎಚ್ಚರಿಕೆ ನೀಡಿದರು. ಕಂದಾಯ ನಿರೀಕ್ಷಕರು ಹಾಗೂ ಇತರ ಸಿಬ್ಬಂದಿಗೆ ಸಾರ್ವಜನಿಕರ ಕೆಲಸಗಳನ್ನು ನಿಗದಿತ ಅವಧಿಯಲ್ಲಿ ಮಾಡಿಕೊಡುವಂತೆ ಸೂಚಿಸಿದರು. ಕಚೇರಿಯ ಎಲ್ಲಾ ವಿಭಾಗಗಳಿಗೆ ಭೇಟಿ ನೀಡಿ ಬಾಕಿ ಉಳಿದಿರುವ ಅರ್ಜಿಗಳ ವಿವರ ಪಡೆದರು. ಲೋಕಾಯುಕ್ತ ಡಿವೈಎಸ್‌ಪಿ, ಇನ್ಸ್‌ಪೆಕ್ಟರ್‌ಗಳು ಹಾಜರಿದ್ದರು.: [208, 395, 292, 677]
panchamasali-photo: [726, 364, 916, 456]
ambedkar-event-photo: [382, 822, 566, 892]
lead-body-col4: [516, 686, 716, 794]
lead-headline: [208, 334, 716, 390]
kirusuddi-tag: [30, 96, 160, 124]
lead-kicker: [208, 312, 716, 332]
day-label: ಶುಕ್ರವಾರ: [28, 46, 52, 55]
jagalur-dateline: ■ಜಗಳೂರು:: [576, 823, 614, 831]
cinema-story-col2: [582, 124, 720, 304]
jagalur-text2: ಮುಖಂಡರಾದ, ಪಟೇಲ್ ನಾಗರಾಜ್, ಪಲ್ಲಾಗಟ್ಟೆ ಶೇಖರಪ್ಪ, ಮಹಾ ಮುಖಂಡರಾದ ಹಾಗೂ ಗ್ರಾಮಸ್ಥರು ಉಪಸ್ಥಿತರಿದ್ದರು.: [716, 909, 916, 928]
story4-dateline: ■ದಾವಣಗೆರೆ:: [28, 977, 62, 985]
univ-body-col2: [172, 1284, 314, 1448]
lead-kicker-text: ಸಾರ್ವಜನಿಕರ ದೂರಿನ ಹಿನ್ನೆಲೆಯಲ್ಲಿ ಹೊನ್ನಾಳಿ ಪುರಸಭೆಯ ಸಿಬ್ಬಂದಿಗೆ ನೀತಿಪಾಠ: [323, 317, 601, 330]
column-rule: [474, 1126, 475, 1448]
teacher-text3: ಬಿಇಒ, ಹಾಲಮೂರ್ತಿ, ಶಾಂತಕುಮಾರ್, ಶಿಕ್ಷಕರ ಸಂಘದ ಪದಾಧಿಕಾರಿಗಳು, ಸಮಾಜ ಶಿಕ್ಷಕರ ಸಂಘದ ಅಧ್ಯಕ್ಷರು, ರಾಜ್ಯ ಪರಿಷತ್ ಸದಸ್ಯರು ಹಾಜರಿದ್ದರು.: [768, 1055, 916, 1084]
edition-label: ಶಿವಮೊಗ್ಗ: [28, 68, 47, 75]
pu-text: ಎಸ್ಎಸ್ಎಲ್‌ಸಿ ಪರೀಕ್ಷೆಯಲ್ಲಿ ಶೇ.90ಕ್ಕಿಂತ ಹೆಚ್ಚು ಅಂಕ ಪಡೆದ 30 ಮಕ್ಕಳಿಗೆ ಅವರ ಮನೆಗೆ ಪ್ರಥಮ ಪಿಯು ದ್ವಿತೀಯ ಪಿಯುಸಿಗೆ ಉಚಿತವಾಗಿ ವಿದ್ಯಾರ್ಥಿ ಶಿಕ್ಷಣ ನೀಡಲಾಗುವುದು ಎಂದು ಯುನೈಟೆಡ್ ಇಂಟರ್ ನ್ಯಾಷನಲ್ ಪಿಯು ಕಾಲೇಜಿನ ಸಂಸ್ಥಾಪಕ ಅಧ್ಯಕ್ಷ ಬಿ.ದಾದಾಪೀರ್ ತಿಳಿಸಿದರು. ಗುರುವಾರ ಸುದ್ದಿಗೋಷ್ಠಿಯಲ್ಲಿ ಮಾತನಾಡಿದ ಅವರು, ನಮ್ಮ ಕಾಲೇಜಿನಲ್ಲಿ ಗುಣಮಟ್ಟದ ಶಿಕ್ಷಣ ನೀಡಲಾಗುತ್ತಿದೆ. ಪ್ರತಿಭಾವಂತ ಬಡ ವಿದ್ಯಾರ್ಥಿಗಳಿಗೆ ಪ್ರೋತ್ಸಾಹ ನೀಡುವ ದೃಷ್ಟಿಯಿಂದ ಈ ನಿರ್ಧಾರ ಕೈಗೊಳ್ಳಲಾಗಿದೆ. ಪ್ರಸ್ತುತ 1200ಕ್ಕೂ ಅಧಿಕ ಮಕ್ಕಳು ವಿದ್ಯಾಭ್ಯಾಸ ಮಾಡುತ್ತಿದ್ದಾರೆ. ಇದೀಗ 30 ವಿದ್ಯಾರ್ಥಿಗಳಿಗೆ ಉಚಿತ ಶಿಕ್ಷಣ, ಸಮವಸ್ತ್ರ ಮತ್ತು ಪಠ್ಯ ಪುಸ್ತಕ ನೀಡಲಾಗುವುದು ಎಂದರು. ಪ್ರಾಂಶುಪಾಲ ಎಂ.ವಿ.ನಾಗರಾಜ್, ಎಂ.ವಾಸೀಮ್ ಪಾಷಾ ಸುದ್ದಿಗೋಷ್ಠಿಯಲ್ಲಿ ಹಾಜರಿದ್ದರು.: [730, 125, 916, 225]
panchamasali-banner: ದಾವಣಗೆರೆ ಪಂಚಮಸಾಲಿ ವಿದ್ಯಾ ಸಂಸ್ಥೆ: [746, 370, 896, 392]
pu-dateline: ■ದಾವಣಗೆರೆ:: [730, 125, 766, 133]
weather-icon: [442, 38, 482, 70]
column-rule: [203, 96, 204, 1108]
city-title: [266, 40, 366, 74]
panchamasali-text: ಶರ ಣಬಸವೇಶ್ವರ ಟ್ರಸ್ಟ್ ದಾವಣಗೆರೆಯ 16 ಮಂದಿ ಗೌರವಾನ್ವಿತ ಸದಸ್ಯರಿಂದ ಅಸ್ತಿತ್ವಕ್ಕೆ ಬಂದಿದ್ದು ಪಂಚಮಸಾಲಿ ಶಿಕ್ಷಣ ಟ್ರಸ್ಟ್ ನಡೆಯುತ್ತಿರುವ ಶೀಲಿಕ್ಕಿಂತ ಡಾ.ಮಹಾಂತ ಶಿವಾಚಾರ್ಯ ಮಹಾಸ್ವಾಮೀಜಿ ಸೇರಿದಂತೆ ಹಲವು ಮಹನೀಯರು ಜವಾಬ್ದಾರಿ ವಹಿಸಿದ್ದಾರೆ. ಟ್ರಸ್ಟ್ ಅಡಿಯಲ್ಲಿ ಐದು ಶಿಕ್ಷಣ ಸಂಸ್ಥೆಗಳು ನಡೆಯುತ್ತಿವೆ. ಶ್ರೀ ಪಂಚಮಸಾಲಿ ಪೀಠಕ್ಕೂ ವಿದ್ಯಾಸಂಸ್ಥೆಗೂ ಯಾವುದೇ ಸಂಬಂಧ ಇಲ್ಲ ಎಂದು ಟ್ರಸ್ಟ್‌ನ ಕಾರ್ಯದರ್ಶಿ ಸ್ಪಷ್ಟಪಡಿಸಿದರು. ಗುರುವಾರ ಸುದ್ದಿಗೋಷ್ಠಿಯಲ್ಲಿ ಮಾತನಾಡಿದ ಅವರು, ಪಂಚಮಸಾಲಿ ಸಮುದಾಯದ ಶಿಕ್ಷಣ ಸಂಸ್ಥೆಗಳನ್ನು ಸ್ವಾಮೀಜಿ ಉದ್ದೇಶದಿಂದ ಹರಿಹರದಲ್ಲಿ ಆರಂಭಿಸಲಾಯಿತು. ಕಾಲೇಜು 2024ರ ಜುಲೈನಲ್ಲಿ ಪ್ರಾರಂಭಗೊಂಡಿದೆ. ಕಾಲೇಜು ಈಗಲೂ ಅಭಿವೃದ್ಧಿ ಪಥದಲ್ಲಿ ಸಾಗುತ್ತಿದೆ. ಎನ್.ಕೆ.ಪಿ. ಎಂಬುವರ ಹೆಸರಿನಲ್ಲಿ 30 ವರ್ಷಗಳ ಒಪ್ಪಂದ ಮಾಡಿಕೊಳ್ಳಲಾಗಿದೆ. ಶ್ರೀ ಪೀಠದ ಹೆಸರಿನಲ್ಲಿ ಯಾವುದೇ ರೀತಿಯ ವ್ಯವಹಾರ ನಡೆದಿಲ್ಲ. ಸಾರ್ವಜನಿಕರು ತಪ್ಪು ಮಾಹಿತಿಗೆ ಕಿವಿಗೊಡಬಾರದು. ಟ್ರಸ್ಟ್ ಪದಾಧಿಕಾರಿಗಳಾದ ಕೆ.ಎಸ್.ರಾವ್, ಕೆ.ಜಿ.ರಾಜು, ಶಿವಕುಮಾರ್ ಸುದ್ದಿಗೋಷ್ಠಿಯಲ್ಲಿ ಹಾಜರಿದ್ದರು.: [726, 461, 916, 591]
city-name: ದಾವಣಗೆರೆ: [266, 40, 366, 71]
helpline-title: ಸಹಾಯವಾಣಿ ಕೇಂದ್ರಗಳ ವಿವರ:: [77, 581, 149, 589]
panchamasali-body: [726, 460, 916, 794]
story1-dateline: ■ದಾವಣಗೆರೆ:: [28, 177, 64, 185]
column-rule: [724, 96, 725, 304]
story2-text: ಪ್ರಸಕ್ತ ಬೇಸಿಗೆ ಕಾಲ ಆರಂಭವಾಗಿದ್ದು, ಜಿಲ್ಲೆಯ ಗ್ರಾಮೀಣ ಪ್ರದೇಶಗಳಲ್ಲಿ ಎದುರಾಗಬಹುದಾದ ಕುಡಿಯುವ ನೀರಿನ ಸಮಸ್ಯೆ ನಿವಾರಣೆಯ ಬಗ್ಗೆ ಸಾರ್ವಜನಿಕರು ದೂರು ನೀಡಲು ಸಹಾಯವಾಣಿ ಕೇಂದ್ರವನ್ನು ತೆರೆಯಲಾಗಿದೆ. ಜಿಲ್ಲಾ ಪಂಚಾಯತ್ ಕಚೇರಿಯಲ್ಲಿ ಜಿಲ್ಲಾ ಮಟ್ಟದ ಸಹಾಯವಾಣಿ ಕೇಂದ್ರ ತೆರೆಯಲಾಗಿದ್ದು, ಪ್ರತಿ ತಾಲೂಕು ಪಂಚಾಯತ್‌ನಲ್ಲಿ ತಾಲೂಕು ಮಟ್ಟದ ಸಹಾಯವಾಣಿ ಕೇಂದ್ರ ತೆರೆಯಲಾಗಿದೆ. ಸಾರ್ವಜನಿಕರು ಕುಡಿಯುವ ನೀರಿನ ಸಮಸ್ಯೆ ಕಂಡುಬಂದಲ್ಲಿ ಕೂಡಲೇ ಸಂಬಂಧಿಸಿದ ಸಹಾಯವಾಣಿ ಸಂಖ್ಯೆಗಳಿಗೆ ಕರೆ ಮಾಡಿ ದೂರು ನೀಡಬಹುದು ಎಂದು ಜಿಲ್ಲಾ ಪಂಚಾಯತ್ ಮುಖ್ಯ ಕಾರ್ಯನಿರ್ವಾಹಕ ಅಧಿಕಾರಿ ತಿಳಿಸಿದ್ದಾರೆ.: [28, 435, 198, 525]
